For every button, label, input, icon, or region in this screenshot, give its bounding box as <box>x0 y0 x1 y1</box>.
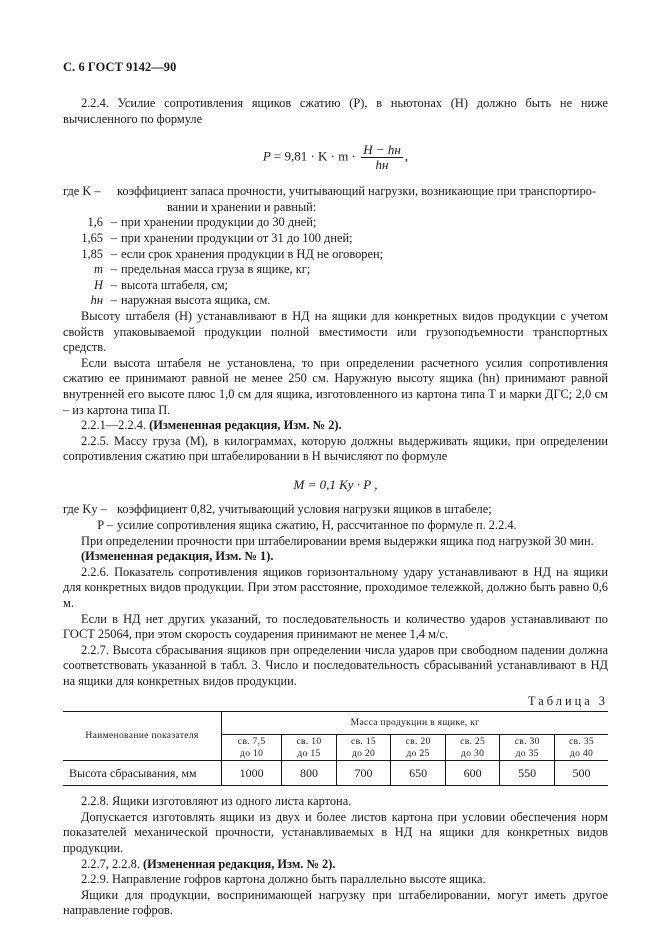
definition-symbol: 1,6 <box>87 215 103 230</box>
document-body <box>63 96 608 919</box>
col-to: до 25 <box>406 747 430 759</box>
col-from: св. 35 <box>568 735 594 747</box>
definition-symbol: m <box>94 262 103 277</box>
col-from: св. 20 <box>405 735 431 747</box>
definition-symbol: 1,65 <box>81 230 103 245</box>
table-cell: 500 <box>572 766 591 781</box>
definition-text: предельная масса груза в ящике, кг; <box>121 262 311 277</box>
table-row-label: Высота сбрасывания, мм <box>63 761 222 786</box>
definition-row: 1,6 – при хранении продукции до 30 дней; <box>63 215 608 231</box>
definition-text: при хранении продукции от 31 до 100 дней; <box>121 230 353 245</box>
paragraph-hold-time: При определении прочности при штабелировании время выдержки ящика под нагрузкой 30 мин. <box>81 533 594 548</box>
paragraph-2-2-4: 2.2.4. Усилие сопротивления ящиков сжатию (P), в ньютонах (H) должно быть не ниже вычисленного по формуле <box>63 96 608 126</box>
where-ky-definition <box>63 502 608 518</box>
definition-symbol: 1,85 <box>81 246 103 261</box>
edit-note-2-2-7 <box>63 857 608 873</box>
where-k-definition <box>63 184 608 200</box>
table-header-col <box>222 735 282 761</box>
col-from: св. 15 <box>351 735 377 747</box>
table-cell: 550 <box>500 761 555 786</box>
table-cell: 800 <box>282 761 337 786</box>
paragraph-2-2-8: 2.2.8. Ящики изготовляют из одного листа картона. <box>81 794 352 809</box>
page-header: С. 6 ГОСТ 9142—90 <box>63 60 177 74</box>
table-cell: 700 <box>336 761 391 786</box>
definition-row: 1,85 – если срок хранения продукции в НД не оговорен; <box>63 247 608 263</box>
table-cell: 650 <box>391 761 446 786</box>
formula1-eq: = 9,81 · K · m · <box>273 148 356 164</box>
col-to: до 10 <box>240 747 264 759</box>
where-ky-label: где Kу – <box>63 502 107 517</box>
col-to: до 15 <box>297 747 321 759</box>
edit-note-izm-1 <box>63 549 608 565</box>
where-p-label: P – <box>97 518 113 533</box>
edit-label: (Измененная редакция, Изм. № 1). <box>81 549 274 564</box>
col-from: св. 10 <box>296 735 322 747</box>
where-k-text: коэффициент запаса прочности, учитывающий нагрузки, возникающие при транспортиро- <box>117 184 597 199</box>
table-header-col <box>391 735 446 761</box>
definition-text: высота штабеля, см; <box>121 277 228 292</box>
col-from: св. 7,5 <box>237 735 266 747</box>
where-p-definition <box>63 518 608 534</box>
definition-row: H – высота штабеля, см; <box>63 278 608 294</box>
definition-symbol: hн <box>90 293 103 308</box>
definition-text: наружная высота ящика, см. <box>121 293 271 308</box>
edit-label: (Измененная редакция, Изм. № 2). <box>149 418 342 433</box>
table-header-col <box>445 735 500 761</box>
paragraph-2-2-9: 2.2.9. Направление гофров картона должно быть параллельно высоте ящика. <box>81 872 486 887</box>
edit-label: (Измененная редакция, Изм. № 2). <box>142 856 336 871</box>
formula1-lhs: P <box>262 148 271 164</box>
paragraph-2-2-7: 2.2.7. Высота сбрасывания ящиков при определении числа ударов при свободном падении должна соответствовать указанной в табл. 3. Число и последовательность сбрасываний устанавливают в НД на ящики для конкретных видов продукции. <box>63 642 608 688</box>
paragraph-multi-sheet: Допускается изготовлять ящики из двух и более листов картона при условии обеспечения норм показателей механической прочности, устанавливаемых в НД на ящики для конкретных видов продукции. <box>63 809 608 855</box>
definition-list <box>63 215 608 309</box>
where-ky-text: коэффициент 0,82, учитывающий условия нагрузки ящиков в штабеле; <box>117 502 492 517</box>
table-header-indicator: Наименование показателя <box>63 712 222 761</box>
paragraph-default-height: Если высота штабеля не установлена, то при определении расчетного усилия сопротивления сжатию ее принимают равной не менее 250 см. Наружную высоту ящика (hн) принимают равной внутренней его высоте плюс 1,0 см для ящика, изготовленного из картона типа Т и марки ДГС; 2,0 см – из картона типа П. <box>63 355 608 417</box>
col-to: до 30 <box>461 747 485 759</box>
definition-symbol: H <box>94 277 103 292</box>
where-k-continuation: вании и хранении и равный: <box>167 199 317 214</box>
formula1-numerator: H − hн <box>363 142 401 158</box>
definition-row: m – предельная масса груза в ящике, кг; <box>63 262 608 278</box>
table-header-col <box>282 735 337 761</box>
col-to: до 35 <box>515 747 539 759</box>
col-to: до 20 <box>351 747 376 759</box>
paragraph-2-2-5: 2.2.5. Массу груза (M), в килограммах, которую должны выдерживать ящики, при определении сопротивления сжатию при штабелировании в H вычисляют по формуле <box>63 433 608 464</box>
edit-note-2-2-1 <box>63 418 608 434</box>
table-cell: 1000 <box>222 761 282 786</box>
paragraph-impact-sequence: Если в НД нет других указаний, то последовательность и количество ударов устанавливают по ГОСТ 25064, при этом скорость соударения принимают не менее 1,4 м/с. <box>63 611 608 642</box>
paragraph-flute-direction: Ящики для продукции, воспринимающей нагрузку при штабелировании, могут иметь другое направление гофров. <box>63 887 608 918</box>
edit-ref: 2.2.7, 2.2.8. <box>81 856 140 871</box>
definition-row: 1,65 – при хранении продукции от 31 до 100 дней; <box>63 231 608 247</box>
formula-load-mass: M = 0,1 Kу · P , <box>293 476 378 492</box>
where-k-label: где K – <box>63 184 101 199</box>
definition-row: hн – наружная высота ящика, см. <box>63 293 608 309</box>
formula1-denominator: hн <box>375 157 389 173</box>
col-to: до 40 <box>569 747 594 759</box>
formula-compression-force <box>63 143 608 172</box>
where-p-text: усилие сопротивления ящика сжатию, H, рассчитанное по формуле п. 2.2.4. <box>117 518 517 533</box>
table-header-col <box>500 735 555 761</box>
formula1-fraction <box>361 143 403 172</box>
paragraph-stack-height: Высоту штабеля (H) устанавливают в НД на ящики для конкретных видов продукции с учетом свойств упаковываемой продукции полной вместимости или грузоподъемности транспортных средств. <box>63 308 608 355</box>
table-header-col <box>554 735 608 761</box>
table-cell: 600 <box>445 761 500 786</box>
table-row <box>63 761 608 786</box>
edit-ref: 2.2.1—2.2.4. <box>81 418 147 433</box>
col-from: св. 25 <box>460 735 486 747</box>
drop-height-table <box>63 711 608 786</box>
definition-text: если срок хранения продукции в НД не оговорен; <box>121 246 384 261</box>
table-header-mass-group: Масса продукции в ящике, кг <box>222 712 609 735</box>
definition-text: при хранении продукции до 30 дней; <box>121 215 317 230</box>
table-caption: Таблица 3 <box>528 693 608 708</box>
table-header-col <box>336 735 391 761</box>
paragraph-2-2-6: 2.2.6. Показатель сопротивления ящиков горизонтальному удару устанавливают в НД на ящики для конкретных видов продукции. При этом расстояние, проходимое тележкой, должно быть равно 0,6 м. <box>63 564 608 611</box>
col-from: св. 30 <box>514 735 540 747</box>
formula1-tail: , <box>404 148 409 164</box>
